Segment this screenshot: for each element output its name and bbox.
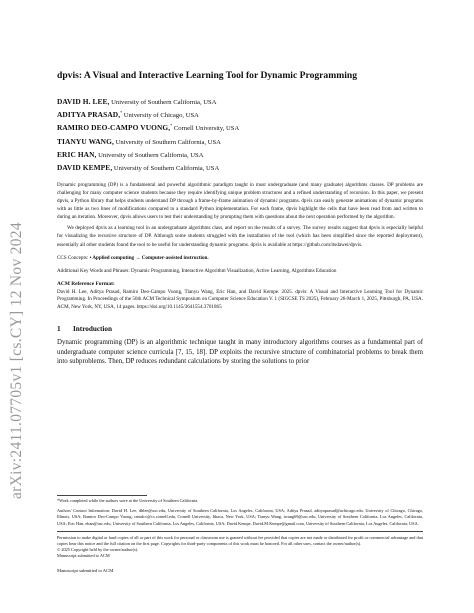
author-name: ERIC HAN, (57, 150, 97, 160)
section-title: Introduction (73, 325, 113, 334)
ccs-concepts (57, 255, 423, 262)
author-name: DAVID KEMPE, (57, 163, 113, 173)
author-line (57, 161, 423, 174)
paper-title: dpvis: A Visual and Interactive Learning Tool for Dynamic Programming (57, 70, 358, 81)
author-affiliation: University of Southern California, USA (115, 138, 221, 146)
arxiv-identifier: arXiv:2411.07705v1 [cs.CY] 12 Nov 2024 (8, 222, 25, 499)
footnote-contact: Authors' Contact Information: David H. Lee, dhlee@usc.edu, University of Southern California, Los Angeles, California, USA; Aditya Prasad, adityaprasad@uchicago.edu, University of Chicago, Chicago, Illinois, USA; Ramiro Deo-Campo Vuong, ramdcv@cs.cornell.edu, Cornell University, Ithaca, New York, USA; Tianyu Wang, twang69@usc.edu, University of Southern California, Los Angeles, California, USA; Eric Han, ehan@usc.edu, University of Southern California, Los Angeles, California, USA; David Kempe, David.M.Kempe@gmail.com, University of Southern California, Los Angeles, California, USA. (57, 508, 423, 526)
author-name: DAVID H. LEE, (57, 96, 110, 106)
running-footer: Manuscript submitted to ACM (57, 568, 114, 573)
reference-format-text: David H. Lee, Aditya Prasad, Ramiro Deo-Campo Vuong, Tianyu Wang, Eric Han, and David Kempe. 2025. dpvis: A Visual and Interactive Learning Tool for Dynamic Programming. In Proceedings of the 56th ACM Technical Symposium on Computer Science Education V. 1 (SIGCSE TS 2025), February 26-March 1, 2025, Pittsburgh, PA, USA. ACM, New York, NY, USA, 14 pages. https://doi.org/10.1145/3641554.3701865 (57, 288, 423, 310)
author-line (57, 108, 423, 121)
author-affiliation: University of Chicago, USA (123, 112, 199, 120)
author-line (57, 95, 423, 108)
footnote-equal-contribution: *Work completed while the authors were at the University of Southern California. (57, 498, 199, 503)
author-line (57, 148, 423, 161)
manuscript-note: Manuscript submitted to ACM (57, 553, 110, 559)
ccs-text: • Applied computing → Computer-assisted instruction. (89, 254, 209, 261)
section-number: 1 (57, 325, 61, 334)
abstract-paragraph: We deployed dpvis as a learning tool in an undergraduate algorithms class, and report on the results of a survey. The survey results suggest that dpvis is especially helpful for visualizing the recursive structure of DP. Although some students struggled with the installation of the tool (which has been simplified since the reported deployment), essentially all other students found the tool to be useful for understanding dynamic programs. dpvis is available at https://github.com/itsdawei/dpvis. (57, 225, 423, 248)
paper-content (57, 70, 423, 367)
author-list (57, 95, 423, 175)
ccs-label: CCS Concepts: (57, 254, 89, 261)
keywords: Additional Key Words and Phrases: Dynamic Programming, Interactive Algorithm Visualization, Active Learning, Algorithms Education (57, 267, 337, 274)
author-affiliation: University of Southern California, USA (98, 152, 204, 160)
author-affiliation: University of Southern California, USA (111, 98, 217, 106)
section-heading (57, 325, 423, 333)
abstract (57, 181, 423, 249)
author-line (57, 121, 423, 134)
copyright-line: © 2025 Copyright held by the owner/author(s). (57, 547, 139, 553)
abstract-paragraph: Dynamic programming (DP) is a fundamental and powerful algorithmic paradigm taught in most undergraduate (and many graduate) algorithms classes. DP problems are challenging for many computer science students because they require identifying unique problem structures and a refined understanding of recursion. In this paper, we present dpvis, a Python library that helps students understand DP through a frame-by-frame animation of dynamic programs. dpvis can easily generate animations of dynamic programs with as little as two lines of modifications compared to a standard Python implementation. For each frame, dpvis highlight the cells that have been read from and written to during an iteration. Moreover, dpvis allows users to test their understanding by prompting them with questions about the next operation performed by the algorithm. (57, 181, 423, 221)
copyright-rule (57, 531, 423, 532)
author-mark: * (170, 123, 173, 129)
footnotes (57, 495, 423, 560)
author-affiliation: Cornell University, USA (173, 125, 240, 133)
author-mark: * (120, 109, 123, 115)
author-name: RAMIRO DEO-CAMPO VUONG, (57, 123, 171, 133)
author-line (57, 135, 423, 148)
intro-paragraph: Dynamic programming (DP) is an algorithmic technique taught in many introductory algorithms courses as a fundamental part of undergraduate computer science curricula [7, 15, 18]. DP exploits the recursive structure of combinatorial problems to break them into subproblems. Then, DP reduces redundant calculations by storing the solutions to prior (57, 339, 423, 366)
permission-notice: Permission to make digital or hard copies of all or part of this work for personal or classroom use is granted without fee provided that copies are not made or distributed for profit or commercial advantage and that copies bear this notice and the full citation on the first page. Copyrights for third-party components of this work must be honored. For all other uses, contact the owner/author(s). (57, 534, 423, 547)
author-name: ADITYA PRASAD, (57, 110, 121, 120)
author-affiliation: University of Southern California, USA (113, 165, 220, 173)
reference-format-heading: ACM Reference Format: (57, 280, 115, 287)
footnote-rule (57, 495, 147, 496)
author-name: TIANYU WANG, (57, 136, 114, 146)
